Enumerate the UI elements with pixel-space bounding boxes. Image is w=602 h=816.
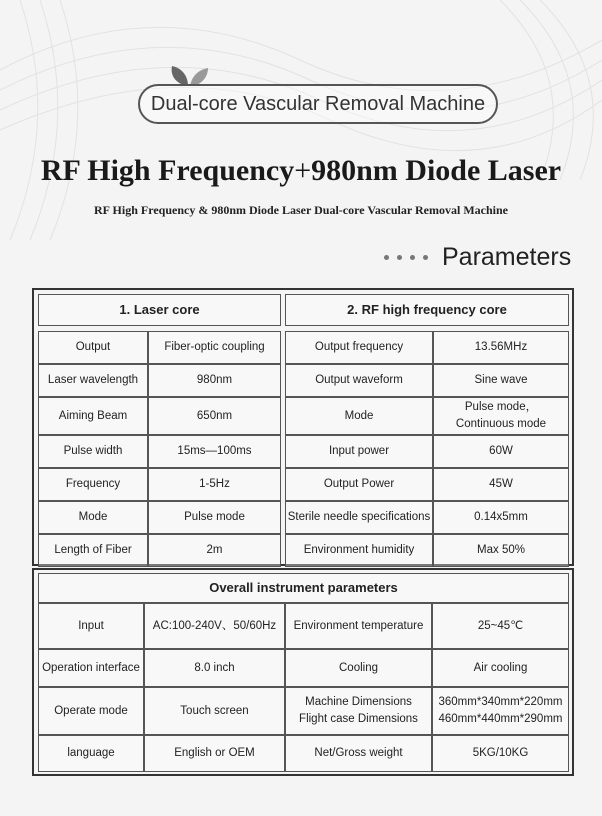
overall-label: Cooling <box>285 649 432 687</box>
rf-core-header: 2. RF high frequency core <box>285 294 569 326</box>
overall-value <box>432 687 569 735</box>
overall-label: Input <box>38 603 144 649</box>
page-subtitle: RF High Frequency & 980nm Diode Laser Dual-core Vascular Removal Machine <box>94 203 508 217</box>
title-left: RF High Frequency <box>40 154 295 187</box>
laser-value: 1-5Hz <box>148 468 281 501</box>
laser-label: Output <box>38 331 148 364</box>
rf-value: 60W <box>433 435 569 468</box>
rf-label: Output frequency <box>285 331 433 364</box>
overall-label: Operation interface <box>38 649 144 687</box>
laser-label: Laser wavelength <box>38 364 148 397</box>
rf-value: 13.56MHz <box>433 331 569 364</box>
overall-value: Air cooling <box>432 649 569 687</box>
title-plus: + <box>294 154 312 187</box>
overall-header: Overall instrument parameters <box>38 573 569 603</box>
overall-label <box>285 687 432 735</box>
rf-label: Mode <box>285 397 433 435</box>
title-right: 980nm Diode Laser <box>311 154 562 187</box>
section-heading <box>384 240 571 274</box>
overall-label-line: Machine Dimensions <box>305 696 412 709</box>
laser-value: Pulse mode <box>148 501 281 534</box>
laser-value: 980nm <box>148 364 281 397</box>
rf-value: 45W <box>433 468 569 501</box>
laser-value: 2m <box>148 534 281 567</box>
laser-label: Mode <box>38 501 148 534</box>
section-label: Parameters <box>442 242 572 271</box>
page-title <box>0 154 602 188</box>
rf-value: Sine wave <box>433 364 569 397</box>
laser-value: 650nm <box>148 397 281 435</box>
laser-label: Pulse width <box>38 435 148 468</box>
rf-label: Input power <box>285 435 433 468</box>
rf-value: Max 50% <box>433 534 569 567</box>
overall-value: 25~45℃ <box>432 603 569 649</box>
rf-value: 0.14x5mm <box>433 501 569 534</box>
rf-label: Environment humidity <box>285 534 433 567</box>
laser-value: 15ms—100ms <box>148 435 281 468</box>
rf-label: Output waveform <box>285 364 433 397</box>
overall-label: language <box>38 735 144 772</box>
overall-value: English or OEM <box>144 735 285 772</box>
rf-label: Sterile needle specifications <box>285 501 433 534</box>
dots-icon <box>384 255 428 260</box>
rf-label: Output Power <box>285 468 433 501</box>
rf-value-line: Continuous mode <box>455 418 547 430</box>
laser-label: Frequency <box>38 468 148 501</box>
laser-label: Length of Fiber <box>38 534 148 567</box>
overall-value: Touch screen <box>144 687 285 735</box>
overall-label: Environment temperature <box>285 603 432 649</box>
overall-label-line: Flight case Dimensions <box>299 713 418 725</box>
banner-title: Dual-core Vascular Removal Machine <box>138 84 498 124</box>
overall-value: AC:100-240V、50/60Hz <box>144 603 285 649</box>
laser-label: Aiming Beam <box>38 397 148 435</box>
overall-value-line: 460mm*440mm*290mm <box>438 713 563 725</box>
overall-label: Net/Gross weight <box>285 735 432 772</box>
overall-value: 8.0 inch <box>144 649 285 687</box>
rf-value-line: Pulse mode， <box>464 401 538 414</box>
laser-value: Fiber-optic coupling <box>148 331 281 364</box>
laser-core-header: 1. Laser core <box>38 294 281 326</box>
overall-label: Operate mode <box>38 687 144 735</box>
overall-value: 5KG/10KG <box>432 735 569 772</box>
overall-value-line: 360mm*340mm*220mm <box>438 696 563 709</box>
rf-value <box>433 397 569 435</box>
